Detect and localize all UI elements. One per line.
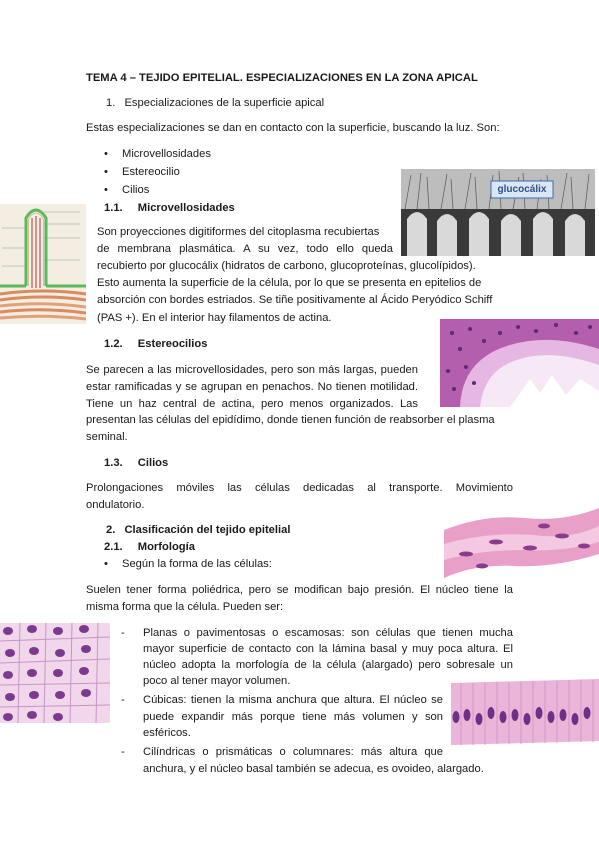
dash-marker: - <box>121 627 125 639</box>
section-2-label: Clasificación del tejido epitelial <box>124 524 291 536</box>
subsection-number: 2.1. <box>104 541 123 553</box>
subsection-1-2-heading <box>104 336 207 353</box>
page-title: TEMA 4 – TEJIDO EPITELIAL. ESPECIALIZACIONES EN LA ZONA APICAL <box>86 72 478 84</box>
columnar-micrograph-image <box>451 677 599 747</box>
estereocilios-line-1: Se parecen a las microvellosidades, pero son más largas, pueden <box>86 364 418 376</box>
cilios-line-1: Prolongaciones móviles las células dedicadas al transporte. Movimiento <box>86 482 513 494</box>
subsection-label: Estereocilios <box>137 338 208 350</box>
subsection-label: Microvellosidades <box>137 202 235 214</box>
intro-text: Estas especializaciones se dan en contacto con la superficie, buscando la luz. Son: <box>86 122 500 134</box>
squamous-micrograph-image <box>444 508 599 580</box>
microvellosidades-line-2: de membrana plasmática. A su vez, todo ello queda <box>97 243 393 255</box>
planas-line-1: Planas o pavimentosas o escamosas: son células que tienen mucha <box>143 627 513 639</box>
estereocilios-line-4: presentan las células del epidídimo, donde tienen función de reabsorber el plasma <box>86 414 495 426</box>
bullet-dot: • <box>104 558 108 570</box>
glucocalix-micrograph-image <box>401 169 595 256</box>
cubicas-line-3: esféricos. <box>143 727 191 739</box>
microvellosidades-line-6: (PAS +). En el interior hay filamentos de actina. <box>97 312 332 324</box>
microvellosidades-line-3: recubierto por glucocálix (hidratos de carbono, glucoproteínas, glucolípidos). <box>97 260 476 272</box>
section-2-heading <box>106 522 290 539</box>
subsection-label: Morfología <box>137 541 195 553</box>
bullet-item: Estereocilio <box>122 166 180 178</box>
bullet-item: Cilios <box>122 184 150 196</box>
dash-marker: - <box>121 746 125 758</box>
microvellosidades-line-1: Son proyecciones digitiformes del citoplasma recubiertas <box>97 226 380 238</box>
cubicas-line-2: puede expandir más porque tiene más volumen y son <box>143 711 443 723</box>
subsection-number: 1.2. <box>104 338 123 350</box>
forma-line-1: Suelen tener forma poliédrica, pero se modifican bajo presión. El núcleo tiene la <box>86 584 513 596</box>
dash-marker: - <box>121 694 125 706</box>
bullet-dot: • <box>104 148 108 160</box>
subsection-1-3-heading <box>104 455 168 472</box>
bullet-dot: • <box>104 166 108 178</box>
stereocilia-micrograph-image <box>440 319 599 407</box>
microvilli-diagram-image <box>0 204 86 324</box>
planas-line-4: poco al tener mayor volumen. <box>143 675 291 687</box>
section-1-number: 1. <box>106 97 116 109</box>
planas-line-2: mayor superficie de contacto con la lámina basal y muy poca altura. El <box>143 643 513 655</box>
estereocilios-line-5: seminal. <box>86 431 128 443</box>
glucocalix-label: glucocálix <box>497 184 547 195</box>
section-2-number: 2. <box>106 524 116 536</box>
microvellosidades-line-5: absorción con bordes estriados. Se tiñe positivamente al Ácido Peryódico Schiff <box>97 294 493 306</box>
bullet-item: Microvellosidades <box>122 148 211 160</box>
subsection-2-1-heading <box>104 539 195 556</box>
estereocilios-line-3: Tiene un haz central de actina, pero menos organizados. Las <box>86 398 418 410</box>
microvellosidades-line-4: Esto aumenta la superficie de la célula, por lo que se presenta en epitelios de <box>97 277 482 289</box>
subsection-number: 1.3. <box>104 457 123 469</box>
forma-line-2: misma forma que la célula. Pueden ser: <box>86 601 284 613</box>
cubicas-line-1: Cúbicas: tienen la misma anchura que altura. El núcleo se <box>143 694 443 706</box>
section-1-label: Especializaciones de la superficie apical <box>124 97 325 109</box>
cilindricas-line-2: anchura, y el núcleo basal también se adecua, es ovoideo, alargado. <box>143 763 484 775</box>
section-1-heading <box>106 95 324 112</box>
subsection-1-1-heading <box>104 200 235 217</box>
subsection-number: 1.1. <box>104 202 123 214</box>
bullet-forma: Según la forma de las células: <box>122 558 272 570</box>
cilios-line-2: ondulatorio. <box>86 499 145 511</box>
planas-line-3: núcleo adopta la morfología de la célula (alargado) pero sobresale un <box>143 659 513 671</box>
estereocilios-line-2: estar ramificadas y se agrupan en penachos. No tienen motilidad. <box>86 381 418 393</box>
subsection-label: Cilios <box>137 457 169 469</box>
bullet-dot: • <box>104 184 108 196</box>
cuboidal-micrograph-image <box>0 623 110 723</box>
cilindricas-line-1: Cilíndricas o prismáticas o columnares: más altura que <box>143 746 443 758</box>
